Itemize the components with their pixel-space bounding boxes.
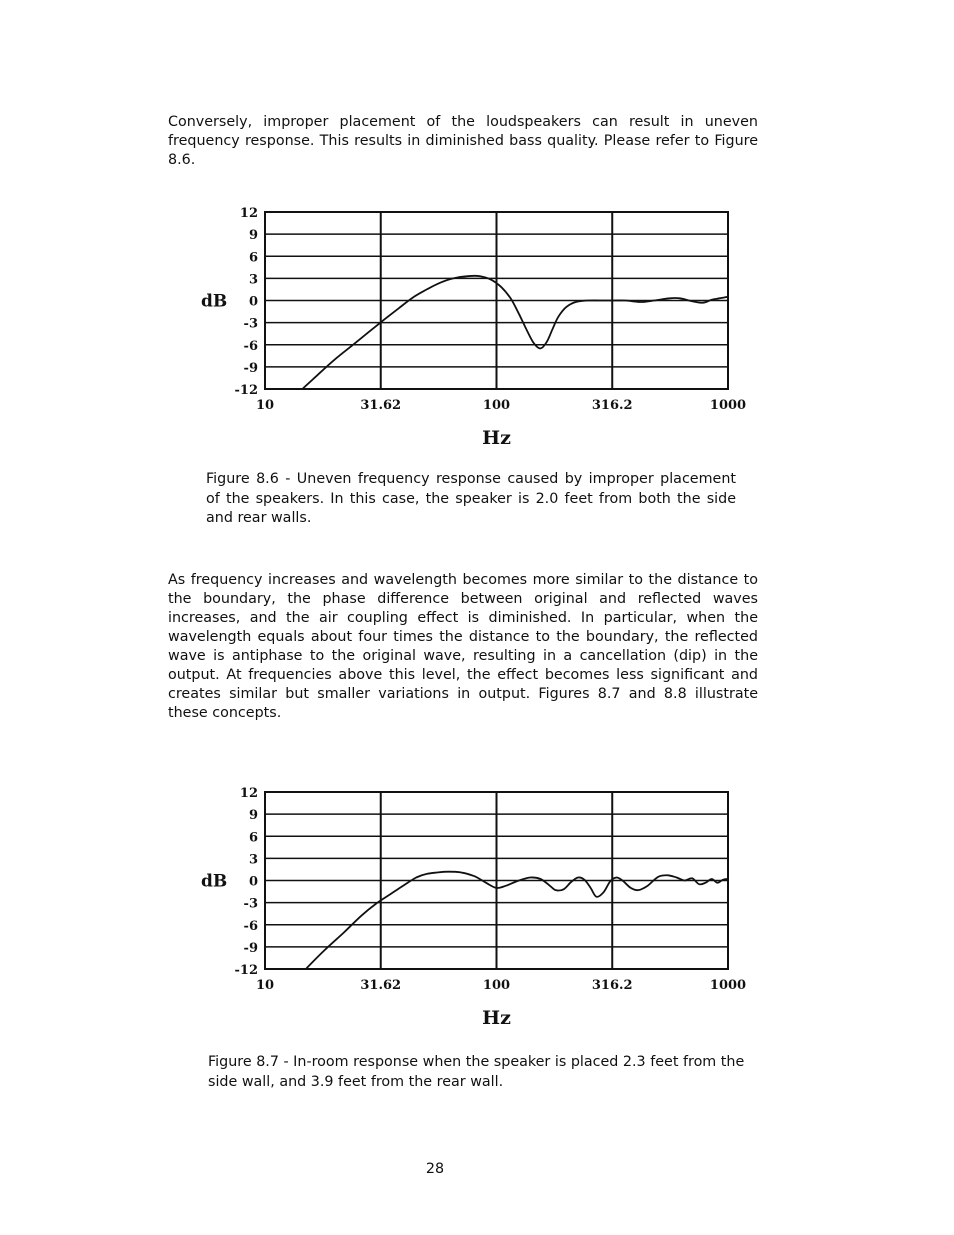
body-paragraph: Conversely, improper placement of the loudspeakers can result in uneven frequency response. This results in diminished bass quality. Please refer to Figure 8.6. xyxy=(168,114,758,168)
y-tick-label: -9 xyxy=(243,360,258,376)
x-tick-label: 316.2 xyxy=(591,398,633,413)
page-number: 28 xyxy=(425,1161,445,1177)
x-tick-label: 100 xyxy=(482,398,511,413)
y-tick-label: -3 xyxy=(243,316,258,332)
y-tick-label: -12 xyxy=(234,963,258,978)
y-axis-label: dB xyxy=(201,291,228,312)
x-axis-label: Hz xyxy=(482,1007,511,1029)
x-tick-label: 1000 xyxy=(709,398,747,413)
x-tick-label: 1000 xyxy=(709,978,747,993)
y-tick-label: -9 xyxy=(243,940,258,956)
y-tick-label: 9 xyxy=(248,808,258,824)
y-tick-label: 6 xyxy=(248,250,258,266)
x-tick-label: 100 xyxy=(482,978,511,993)
x-tick-label: 10 xyxy=(255,978,275,993)
y-tick-label: 3 xyxy=(248,852,258,868)
figure-caption: Figure 8.6 - Uneven frequency response caused by improper placement of the speakers. In this case, the speaker is 2.0 feet from both the side and rear walls. xyxy=(206,471,736,526)
y-tick-label: 6 xyxy=(248,830,258,846)
y-axis-label: dB xyxy=(201,871,228,892)
x-tick-label: 10 xyxy=(255,398,275,413)
frequency-response-chart xyxy=(190,778,760,1038)
y-tick-label: 0 xyxy=(248,874,258,890)
body-paragraph: As frequency increases and wavelength becomes more similar to the distance to the boundary, the phase difference between original and reflected waves increases, and the air coupling effect is diminished. In particular, when the wavelength equals about four times the distance to the boundary, the reflected wave is antiphase to the original wave, resulting in a cancellation (dip) in the output. At frequencies above this level, the effect becomes less significant and creates similar but smaller variations in output. Figures 8.7 and 8.8 illustrate these concepts. xyxy=(168,572,758,721)
response-curve xyxy=(302,276,728,389)
y-tick-label: -6 xyxy=(243,918,258,934)
y-tick-label: 12 xyxy=(239,786,258,801)
x-axis-label: Hz xyxy=(482,427,511,449)
frequency-response-chart xyxy=(190,198,760,458)
response-curve xyxy=(306,872,728,969)
y-tick-label: 9 xyxy=(248,228,258,244)
y-tick-label: 12 xyxy=(239,206,258,221)
y-tick-label: -3 xyxy=(243,896,258,912)
y-tick-label: 0 xyxy=(248,294,258,310)
y-tick-label: 3 xyxy=(248,272,258,288)
y-tick-label: -6 xyxy=(243,338,258,354)
x-tick-label: 316.2 xyxy=(591,978,633,993)
x-tick-label: 31.62 xyxy=(360,978,402,993)
x-tick-label: 31.62 xyxy=(360,398,402,413)
figure-caption: Figure 8.7 - In-room response when the speaker is placed 2.3 feet from the side wall, and 3.9 feet from the rear wall. xyxy=(208,1054,745,1090)
y-tick-label: -12 xyxy=(234,383,258,398)
